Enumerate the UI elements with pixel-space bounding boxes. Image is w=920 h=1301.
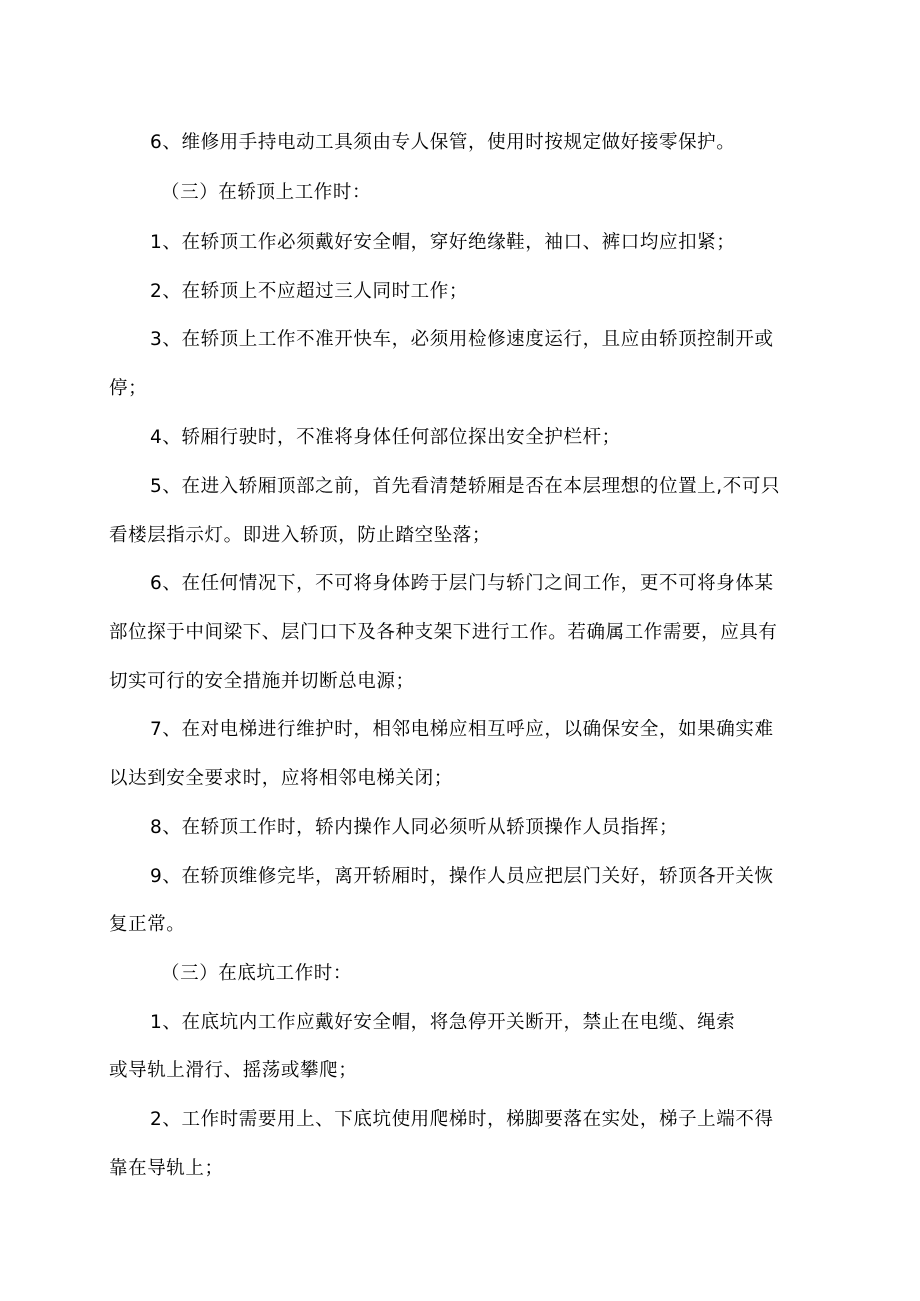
text-line: 部位探于中间梁下、层门口下及各种支架下进行工作。若确属工作需要，应具有	[109, 622, 778, 643]
section-heading: （三）在底坑工作时：	[161, 963, 353, 984]
text-line: 2、在轿顶上不应超过三人同时工作；	[150, 281, 468, 302]
text-line: 以达到安全要求时，应将相邻电梯关闭；	[109, 768, 453, 789]
text-line: 停；	[109, 378, 148, 399]
text-line: 5、在进入轿厢顶部之前，首先看清楚轿厢是否在本层理想的位置上,不可只	[150, 476, 781, 497]
text-line: 3、在轿顶上工作不准开快车，必须用检修速度运行，且应由轿顶控制开或	[150, 329, 774, 350]
text-line: 1、在轿顶工作必须戴好安全帽，穿好绝缘鞋，袖口、裤口均应扣紧；	[150, 232, 736, 253]
text-line: 1、在底坑内工作应戴好安全帽，将急停开关断开，禁止在电缆、绳索	[150, 1012, 736, 1033]
text-line: 7、在对电梯进行维护时，相邻电梯应相互呼应，以确保安全，如果确实难	[150, 719, 774, 740]
text-line: 看楼层指示灯。即进入轿顶，防止踏空坠落；	[109, 525, 492, 546]
text-line: 复正常。	[109, 914, 186, 935]
text-line: 8、在轿顶工作时，轿内操作人同必须听从轿顶操作人员指挥；	[150, 817, 679, 838]
text-line: 9、在轿顶维修完毕，离开轿厢时，操作人员应把层门关好，轿顶各开关恢	[150, 866, 774, 887]
text-line: 6、在任何情况下，不可将身体跨于层门与轿门之间工作，更不可将身体某	[150, 573, 774, 594]
text-line: 或导轨上滑行、摇荡或攀爬；	[109, 1060, 358, 1081]
text-line: 切实可行的安全措施并切断总电源；	[109, 671, 415, 692]
text-line: 2、工作时需要用上、下底坑使用爬梯时，梯脚要落在实处，梯子上端不得	[150, 1109, 774, 1130]
section-heading: （三）在轿顶上工作时：	[161, 182, 372, 203]
text-line: 靠在导轨上；	[109, 1158, 224, 1179]
text-line: 4、轿厢行驶时，不准将身体任何部位探出安全护栏杆；	[150, 427, 621, 448]
text-line: 6、维修用手持电动工具须由专人保管，使用时按规定做好接零保护。	[150, 132, 736, 153]
